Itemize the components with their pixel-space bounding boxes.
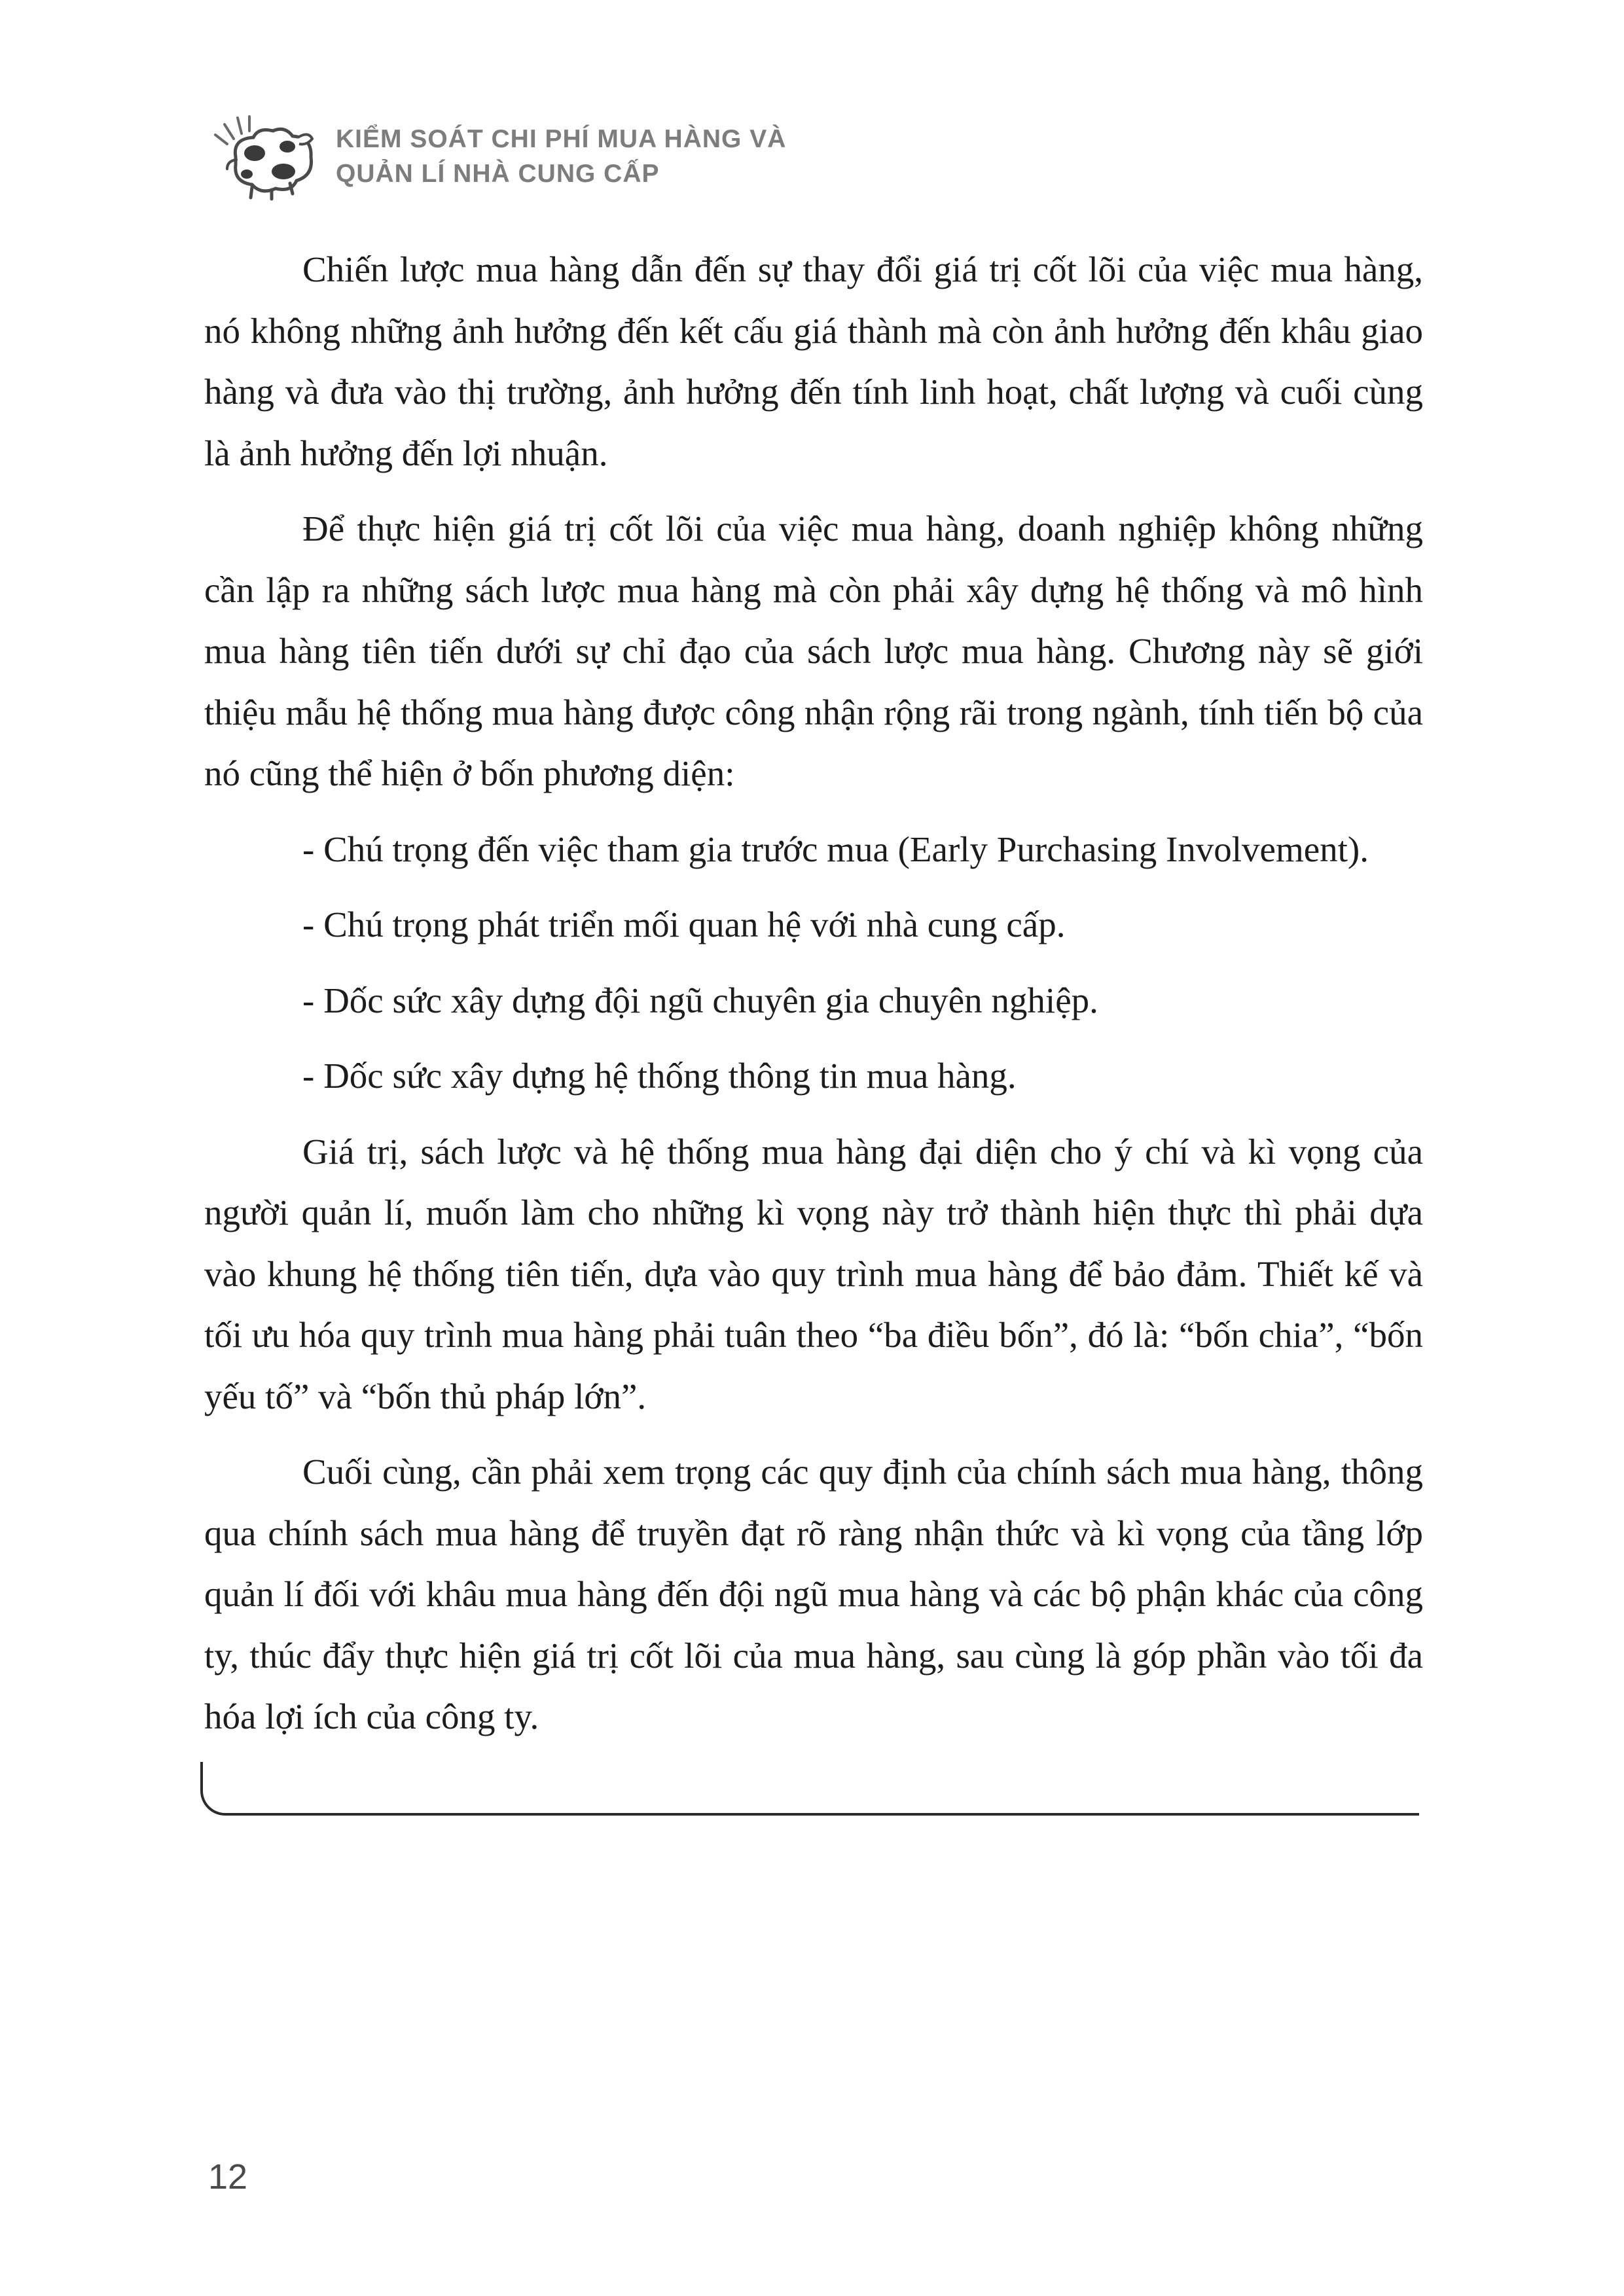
book-title-line2: QUẢN LÍ NHÀ CUNG CẤP [336,160,660,188]
page-number: 12 [208,2157,248,2197]
paragraph-2: Để thực hiện giá trị cốt lõi của việc mua hàng, doanh nghiệp không những cần lập ra những sách lược mua hàng mà còn phải xây dựng hệ thống và mô hình mua hàng tiên tiến dưới sự chỉ đạo của sách lược mua hàng. Chương này sẽ giới thiệu mẫu hệ thống mua hàng được công nhận rộng rãi trong ngành, tính tiến bộ của nó cũng thể hiện ở bốn phương diện: [204,509,1423,793]
book-title [336,122,786,191]
decorative-corner-line [200,1762,1419,1816]
page-content [204,239,1423,1816]
bullet-item-4: - Dốc sức xây dựng hệ thống thông tin mua hàng. [302,1056,1017,1096]
cow-logo-icon [206,111,317,203]
paragraph-1: Chiến lược mua hàng dẫn đến sự thay đổi giá trị cốt lõi của việc mua hàng, nó không những ảnh hưởng đến kết cấu giá thành mà còn ảnh hưởng đến khâu giao hàng và đưa vào thị trường, ảnh hưởng đến tính linh hoạt, chất lượng và cuối cùng là ảnh hưởng đến lợi nhuận. [204,249,1423,473]
page-header [206,111,786,203]
bullet-item-2: - Chú trọng phát triển mối quan hệ với nhà cung cấp. [302,905,1066,944]
paragraph-4: Cuối cùng, cần phải xem trọng các quy định của chính sách mua hàng, thông qua chính sách mua hàng để truyền đạt rõ ràng nhận thức và kì vọng của tầng lớp quản lí đối với khâu mua hàng đến đội ngũ mua hàng và các bộ phận khác của công ty, thúc đẩy thực hiện giá trị cốt lõi của mua hàng, sau cùng là góp phần vào tối đa hóa lợi ích của công ty. [204,1452,1423,1736]
bullet-item-3: - Dốc sức xây dựng đội ngũ chuyên gia chuyên nghiệp. [302,980,1098,1020]
book-title-line1: KIỂM SOÁT CHI PHÍ MUA HÀNG VÀ [336,125,787,154]
bullet-item-1: - Chú trọng đến việc tham gia trước mua (Early Purchasing Involvement). [302,829,1369,869]
paragraph-3: Giá trị, sách lược và hệ thống mua hàng đại diện cho ý chí và kì vọng của người quản lí, muốn làm cho những kì vọng này trở thành hiện thực thì phải dựa vào khung hệ thống tiên tiến, dựa vào quy trình mua hàng để bảo đảm. Thiết kế và tối ưu hóa quy trình mua hàng phải tuân theo “ba điều bốn”, đó là: “bốn chia”, “bốn yếu tố” và “bốn thủ pháp lớn”. [204,1131,1423,1416]
